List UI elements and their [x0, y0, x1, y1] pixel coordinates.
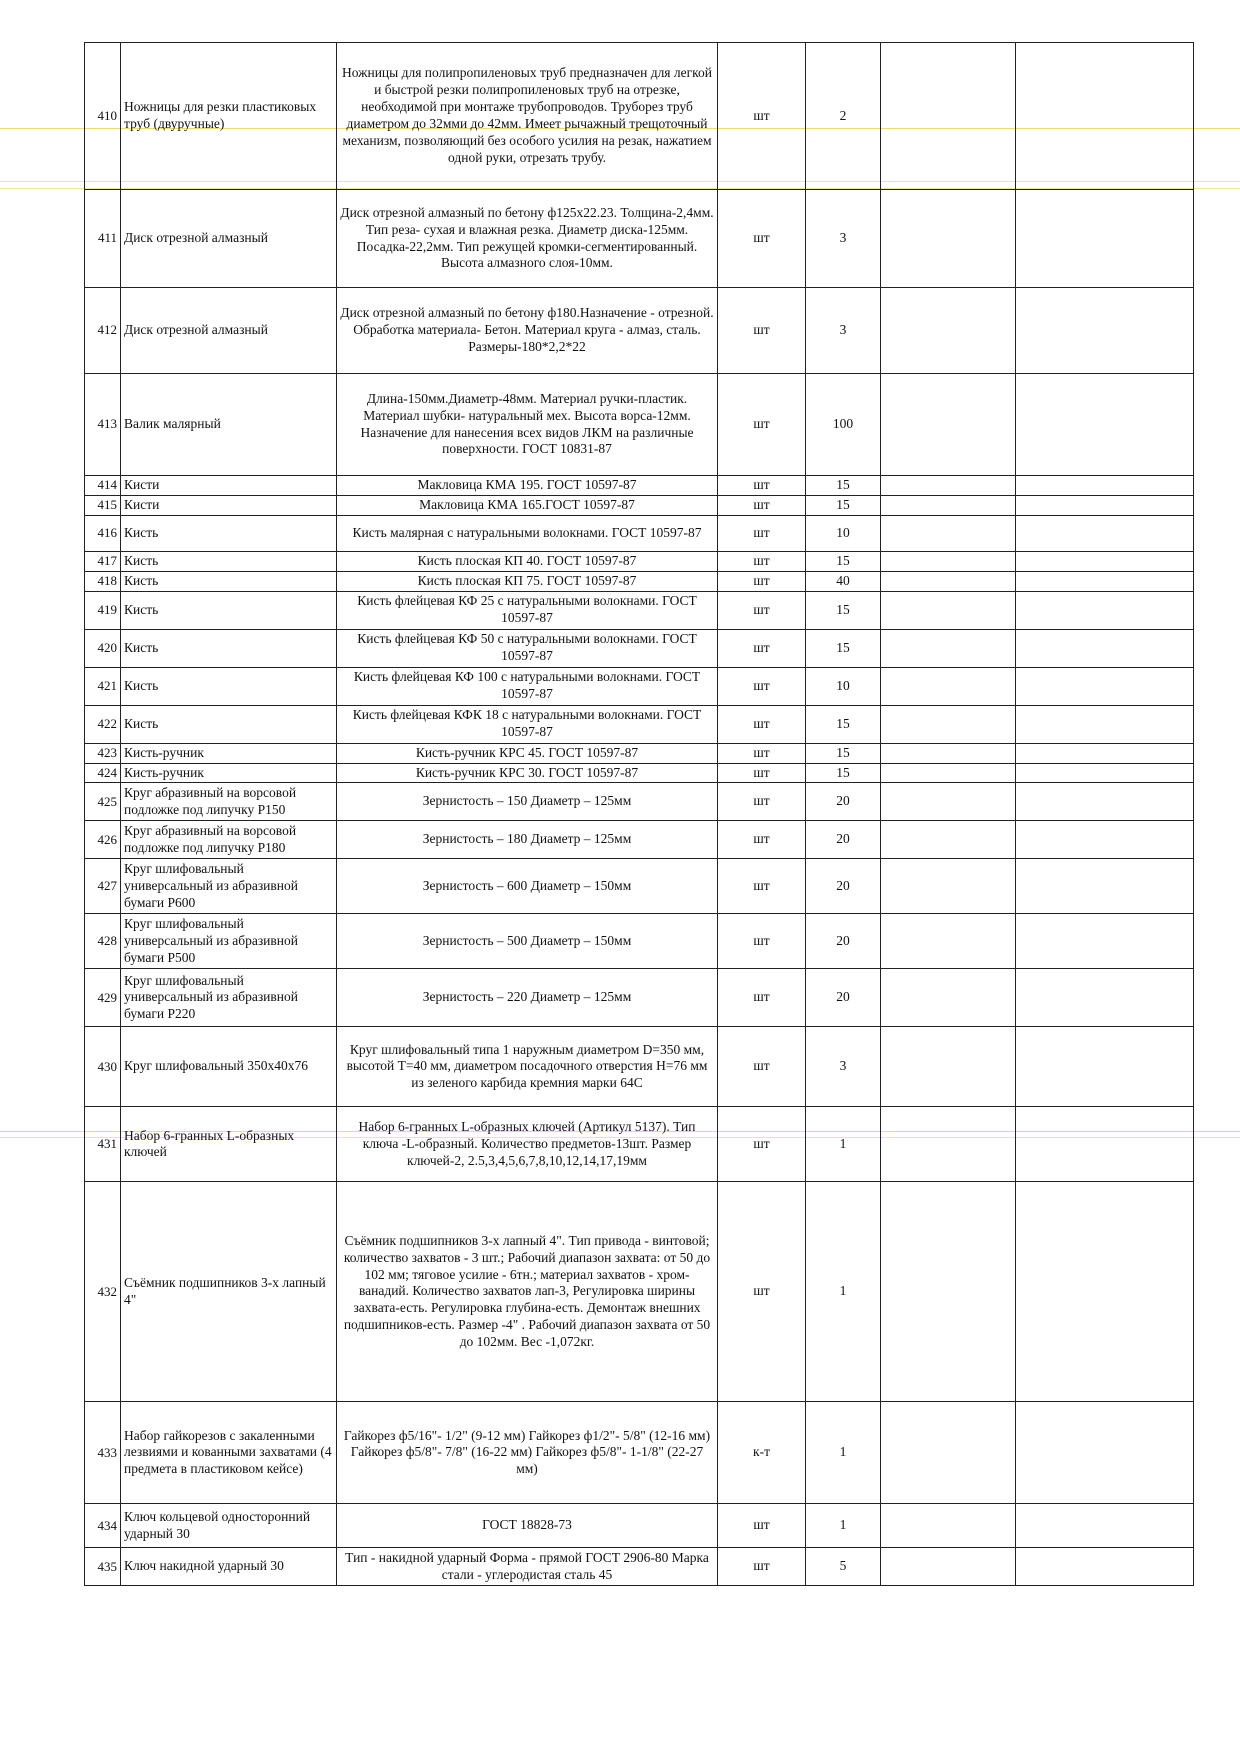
- item-quantity: 10: [806, 515, 881, 551]
- table-row: [85, 571, 1194, 591]
- item-quantity: 20: [806, 969, 881, 1027]
- table-row: [85, 1548, 1194, 1586]
- empty-cell: [1016, 591, 1194, 629]
- item-description: Кисть флейцевая КФ 100 с натуральными волокнами. ГОСТ 10597-87: [337, 667, 718, 705]
- item-name: Съёмник подшипников 3-х лапный 4": [121, 1182, 337, 1402]
- row-number: 412: [85, 288, 121, 374]
- empty-cell: [1016, 743, 1194, 763]
- empty-cell: [1016, 821, 1194, 859]
- item-description: Макловица КМА 195. ГОСТ 10597-87: [337, 476, 718, 496]
- item-quantity: 20: [806, 783, 881, 821]
- item-description: Зернистость – 220 Диаметр – 125мм: [337, 969, 718, 1027]
- empty-cell: [1016, 515, 1194, 551]
- table-row: [85, 496, 1194, 516]
- empty-cell: [1016, 476, 1194, 496]
- item-name: Круг шлифовальный 350х40х76: [121, 1027, 337, 1107]
- item-unit: шт: [718, 551, 806, 571]
- empty-cell: [1016, 969, 1194, 1027]
- item-quantity: 3: [806, 190, 881, 288]
- empty-cell: [881, 743, 1016, 763]
- empty-cell: [881, 496, 1016, 516]
- table-row: [85, 43, 1194, 190]
- item-name: Диск отрезной алмазный: [121, 288, 337, 374]
- table-row: [85, 1182, 1194, 1402]
- item-name: Кисть: [121, 551, 337, 571]
- item-name: Круг шлифовальный универсальный из абразивной бумаги Р600: [121, 859, 337, 914]
- item-name: Круг шлифовальный универсальный из абразивной бумаги Р500: [121, 914, 337, 969]
- item-name: Ножницы для резки пластиковых труб (двуручные): [121, 43, 337, 190]
- table-row: [85, 914, 1194, 969]
- item-name: Круг шлифовальный универсальный из абразивной бумаги Р220: [121, 969, 337, 1027]
- item-quantity: 1: [806, 1182, 881, 1402]
- table-row: [85, 969, 1194, 1027]
- item-quantity: 20: [806, 914, 881, 969]
- table-row: [85, 374, 1194, 476]
- row-number: 418: [85, 571, 121, 591]
- item-name: Кисть: [121, 667, 337, 705]
- item-quantity: 10: [806, 667, 881, 705]
- item-unit: шт: [718, 705, 806, 743]
- item-quantity: 15: [806, 743, 881, 763]
- item-description: Длина-150мм.Диаметр-48мм. Материал ручки-пластик. Материал шубки- натуральный мех. Высота ворса-12мм. Назначение для нанесения всех видов ЛКМ на различные поверхности. ГОСТ 10831-87: [337, 374, 718, 476]
- empty-cell: [881, 1182, 1016, 1402]
- table-row: [85, 859, 1194, 914]
- item-unit: шт: [718, 743, 806, 763]
- empty-cell: [881, 43, 1016, 190]
- item-quantity: 5: [806, 1548, 881, 1586]
- empty-cell: [881, 1548, 1016, 1586]
- item-unit: шт: [718, 1548, 806, 1586]
- item-quantity: 15: [806, 705, 881, 743]
- item-quantity: 1: [806, 1107, 881, 1182]
- item-name: Набор 6-гранных L-образных ключей: [121, 1107, 337, 1182]
- empty-cell: [1016, 914, 1194, 969]
- item-quantity: 15: [806, 496, 881, 516]
- item-name: Набор гайкорезов с закаленными лезвиями и кованными захватами (4 предмета в пластиковом кейсе): [121, 1402, 337, 1504]
- item-quantity: 3: [806, 1027, 881, 1107]
- item-description: Тип - накидной ударный Форма - прямой ГОСТ 2906-80 Марка стали - углеродистая сталь 45: [337, 1548, 718, 1586]
- table-row: [85, 1027, 1194, 1107]
- row-number: 415: [85, 496, 121, 516]
- row-number: 422: [85, 705, 121, 743]
- item-unit: шт: [718, 288, 806, 374]
- empty-cell: [1016, 629, 1194, 667]
- empty-cell: [881, 571, 1016, 591]
- empty-cell: [1016, 783, 1194, 821]
- table-row: [85, 1107, 1194, 1182]
- item-quantity: 3: [806, 288, 881, 374]
- item-name: Валик малярный: [121, 374, 337, 476]
- empty-cell: [1016, 551, 1194, 571]
- table-row: [85, 783, 1194, 821]
- item-unit: шт: [718, 859, 806, 914]
- item-unit: шт: [718, 1182, 806, 1402]
- row-number: 433: [85, 1402, 121, 1504]
- item-description: Кисть малярная с натуральными волокнами. ГОСТ 10597-87: [337, 515, 718, 551]
- item-quantity: 40: [806, 571, 881, 591]
- item-description: Макловица КМА 165.ГОСТ 10597-87: [337, 496, 718, 516]
- item-unit: шт: [718, 1027, 806, 1107]
- empty-cell: [881, 1107, 1016, 1182]
- item-name: Кисть-ручник: [121, 743, 337, 763]
- table-row: [85, 476, 1194, 496]
- empty-cell: [881, 705, 1016, 743]
- item-quantity: 20: [806, 859, 881, 914]
- table-row: [85, 551, 1194, 571]
- empty-cell: [881, 374, 1016, 476]
- empty-cell: [1016, 859, 1194, 914]
- item-description: Съёмник подшипников 3-х лапный 4". Тип привода - винтовой; количество захватов - 3 шт.; Рабочий диапазон захвата: от 50 до 102 мм; тяговое усилие - 6тн.; материал захватов - хром-ванадий. Количество захватов лап-3, Регулировка ширины захвата-есть. Регулировка глубина-есть. Демонтаж внешних подшипников-есть. Размер -4" . Рабочий диапазон захвата от 50 до 102мм. Вес -1,072кг.: [337, 1182, 718, 1402]
- row-number: 435: [85, 1548, 121, 1586]
- item-description: Кисть плоская КП 40. ГОСТ 10597-87: [337, 551, 718, 571]
- item-name: Круг абразивный на ворсовой подложке под липучку Р180: [121, 821, 337, 859]
- item-unit: шт: [718, 515, 806, 551]
- empty-cell: [1016, 705, 1194, 743]
- item-unit: шт: [718, 190, 806, 288]
- item-unit: шт: [718, 1107, 806, 1182]
- item-description: Ножницы для полипропиленовых труб предназначен для легкой и быстрой резки полипропиленовых труб на отрезке, необходимой при монтаже трубопроводов. Труборез труб диаметром до 32мми до 42мм. Имеет рычажный трещоточный механизм, позволяющий без особого усилия на резак, нажатием одной руки, отрезать трубу.: [337, 43, 718, 190]
- item-description: ГОСТ 18828-73: [337, 1504, 718, 1548]
- empty-cell: [881, 667, 1016, 705]
- item-quantity: 100: [806, 374, 881, 476]
- item-description: Кисть флейцевая КФ 50 с натуральными волокнами. ГОСТ 10597-87: [337, 629, 718, 667]
- item-description: Кисть-ручник КРС 30. ГОСТ 10597-87: [337, 763, 718, 783]
- item-description: Зернистость – 150 Диаметр – 125мм: [337, 783, 718, 821]
- empty-cell: [881, 1504, 1016, 1548]
- empty-cell: [1016, 1548, 1194, 1586]
- table-row: [85, 763, 1194, 783]
- item-quantity: 15: [806, 591, 881, 629]
- empty-cell: [881, 476, 1016, 496]
- item-description: Круг шлифовальный типа 1 наружным диаметром D=350 мм, высотой Т=40 мм, диаметром посадочного отверстия Н=76 мм из зеленого карбида кремния марки 64С: [337, 1027, 718, 1107]
- item-name: Кисти: [121, 496, 337, 516]
- empty-cell: [1016, 190, 1194, 288]
- item-quantity: 1: [806, 1504, 881, 1548]
- item-name: Кисть: [121, 629, 337, 667]
- empty-cell: [881, 1027, 1016, 1107]
- item-description: Кисть-ручник КРС 45. ГОСТ 10597-87: [337, 743, 718, 763]
- item-unit: шт: [718, 374, 806, 476]
- table-row: [85, 629, 1194, 667]
- row-number: 432: [85, 1182, 121, 1402]
- table-row: [85, 743, 1194, 763]
- item-description: Зернистость – 500 Диаметр – 150мм: [337, 914, 718, 969]
- item-unit: шт: [718, 763, 806, 783]
- item-unit: шт: [718, 629, 806, 667]
- item-unit: к-т: [718, 1402, 806, 1504]
- item-unit: шт: [718, 667, 806, 705]
- empty-cell: [1016, 496, 1194, 516]
- item-unit: шт: [718, 783, 806, 821]
- item-unit: шт: [718, 571, 806, 591]
- row-number: 416: [85, 515, 121, 551]
- empty-cell: [1016, 1182, 1194, 1402]
- item-description: Зернистость – 600 Диаметр – 150мм: [337, 859, 718, 914]
- empty-cell: [881, 515, 1016, 551]
- item-unit: шт: [718, 914, 806, 969]
- item-unit: шт: [718, 969, 806, 1027]
- row-number: 428: [85, 914, 121, 969]
- item-quantity: 1: [806, 1402, 881, 1504]
- item-quantity: 15: [806, 551, 881, 571]
- row-number: 419: [85, 591, 121, 629]
- table-row: [85, 821, 1194, 859]
- item-quantity: 2: [806, 43, 881, 190]
- item-quantity: 20: [806, 821, 881, 859]
- item-name: Кисть: [121, 515, 337, 551]
- empty-cell: [881, 763, 1016, 783]
- row-number: 427: [85, 859, 121, 914]
- item-description: Кисть флейцевая КФ 25 с натуральными волокнами. ГОСТ 10597-87: [337, 591, 718, 629]
- empty-cell: [881, 629, 1016, 667]
- empty-cell: [881, 190, 1016, 288]
- item-name: Кисть-ручник: [121, 763, 337, 783]
- item-name: Кисти: [121, 476, 337, 496]
- table-row: [85, 515, 1194, 551]
- row-number: 417: [85, 551, 121, 571]
- row-number: 429: [85, 969, 121, 1027]
- row-number: 425: [85, 783, 121, 821]
- item-quantity: 15: [806, 629, 881, 667]
- row-number: 410: [85, 43, 121, 190]
- row-number: 413: [85, 374, 121, 476]
- item-description: Кисть плоская КП 75. ГОСТ 10597-87: [337, 571, 718, 591]
- empty-cell: [881, 288, 1016, 374]
- table-row: [85, 705, 1194, 743]
- empty-cell: [1016, 43, 1194, 190]
- row-number: 421: [85, 667, 121, 705]
- item-description: Зернистость – 180 Диаметр – 125мм: [337, 821, 718, 859]
- specification-table: [84, 42, 1194, 1586]
- item-unit: шт: [718, 821, 806, 859]
- empty-cell: [881, 551, 1016, 571]
- empty-cell: [1016, 667, 1194, 705]
- item-description: Гайкорез ф5/16"- 1/2" (9-12 мм) Гайкорез ф1/2"- 5/8" (12-16 мм) Гайкорез ф5/8"- 7/8" (16-22 мм) Гайкорез ф5/8"- 1-1/8" (22-27 мм): [337, 1402, 718, 1504]
- item-quantity: 15: [806, 763, 881, 783]
- empty-cell: [881, 969, 1016, 1027]
- item-description: Диск отрезной алмазный по бетону ф125х22.23. Толщина-2,4мм. Тип реза- сухая и влажная резка. Диаметр диска-125мм. Посадка-22,2мм. Тип режущей кромки-сегментированный. Высота алмазного слоя-10мм.: [337, 190, 718, 288]
- item-name: Ключ накидной ударный 30: [121, 1548, 337, 1586]
- item-description: Диск отрезной алмазный по бетону ф180.Назначение - отрезной. Обработка материала- Бетон. Материал круга - алмаз, сталь. Размеры-180*2,2*22: [337, 288, 718, 374]
- item-unit: шт: [718, 43, 806, 190]
- row-number: 420: [85, 629, 121, 667]
- empty-cell: [1016, 1027, 1194, 1107]
- empty-cell: [881, 859, 1016, 914]
- row-number: 434: [85, 1504, 121, 1548]
- item-name: Кисть: [121, 705, 337, 743]
- item-name: Диск отрезной алмазный: [121, 190, 337, 288]
- item-name: Кисть: [121, 591, 337, 629]
- empty-cell: [1016, 374, 1194, 476]
- row-number: 423: [85, 743, 121, 763]
- empty-cell: [881, 783, 1016, 821]
- item-unit: шт: [718, 496, 806, 516]
- item-unit: шт: [718, 476, 806, 496]
- empty-cell: [1016, 1402, 1194, 1504]
- item-name: Кисть: [121, 571, 337, 591]
- item-description: Набор 6-гранных L-образных ключей (Артикул 5137). Тип ключа -L-образный. Количество предметов-13шт. Размер ключей-2, 2.5,3,4,5,6,7,8,10,12,14,17,19мм: [337, 1107, 718, 1182]
- row-number: 414: [85, 476, 121, 496]
- item-unit: шт: [718, 591, 806, 629]
- row-number: 411: [85, 190, 121, 288]
- empty-cell: [1016, 1107, 1194, 1182]
- item-name: Круг абразивный на ворсовой подложке под липучку Р150: [121, 783, 337, 821]
- item-unit: шт: [718, 1504, 806, 1548]
- empty-cell: [1016, 288, 1194, 374]
- table-row: [85, 288, 1194, 374]
- empty-cell: [881, 914, 1016, 969]
- item-name: Ключ кольцевой односторонний ударный 30: [121, 1504, 337, 1548]
- table-row: [85, 1402, 1194, 1504]
- table-row: [85, 190, 1194, 288]
- row-number: 430: [85, 1027, 121, 1107]
- table-row: [85, 591, 1194, 629]
- empty-cell: [881, 821, 1016, 859]
- empty-cell: [1016, 571, 1194, 591]
- row-number: 431: [85, 1107, 121, 1182]
- item-description: Кисть флейцевая КФК 18 с натуральными волокнами. ГОСТ 10597-87: [337, 705, 718, 743]
- item-quantity: 15: [806, 476, 881, 496]
- empty-cell: [881, 1402, 1016, 1504]
- empty-cell: [1016, 763, 1194, 783]
- empty-cell: [1016, 1504, 1194, 1548]
- row-number: 426: [85, 821, 121, 859]
- row-number: 424: [85, 763, 121, 783]
- table-row: [85, 1504, 1194, 1548]
- table-row: [85, 667, 1194, 705]
- empty-cell: [881, 591, 1016, 629]
